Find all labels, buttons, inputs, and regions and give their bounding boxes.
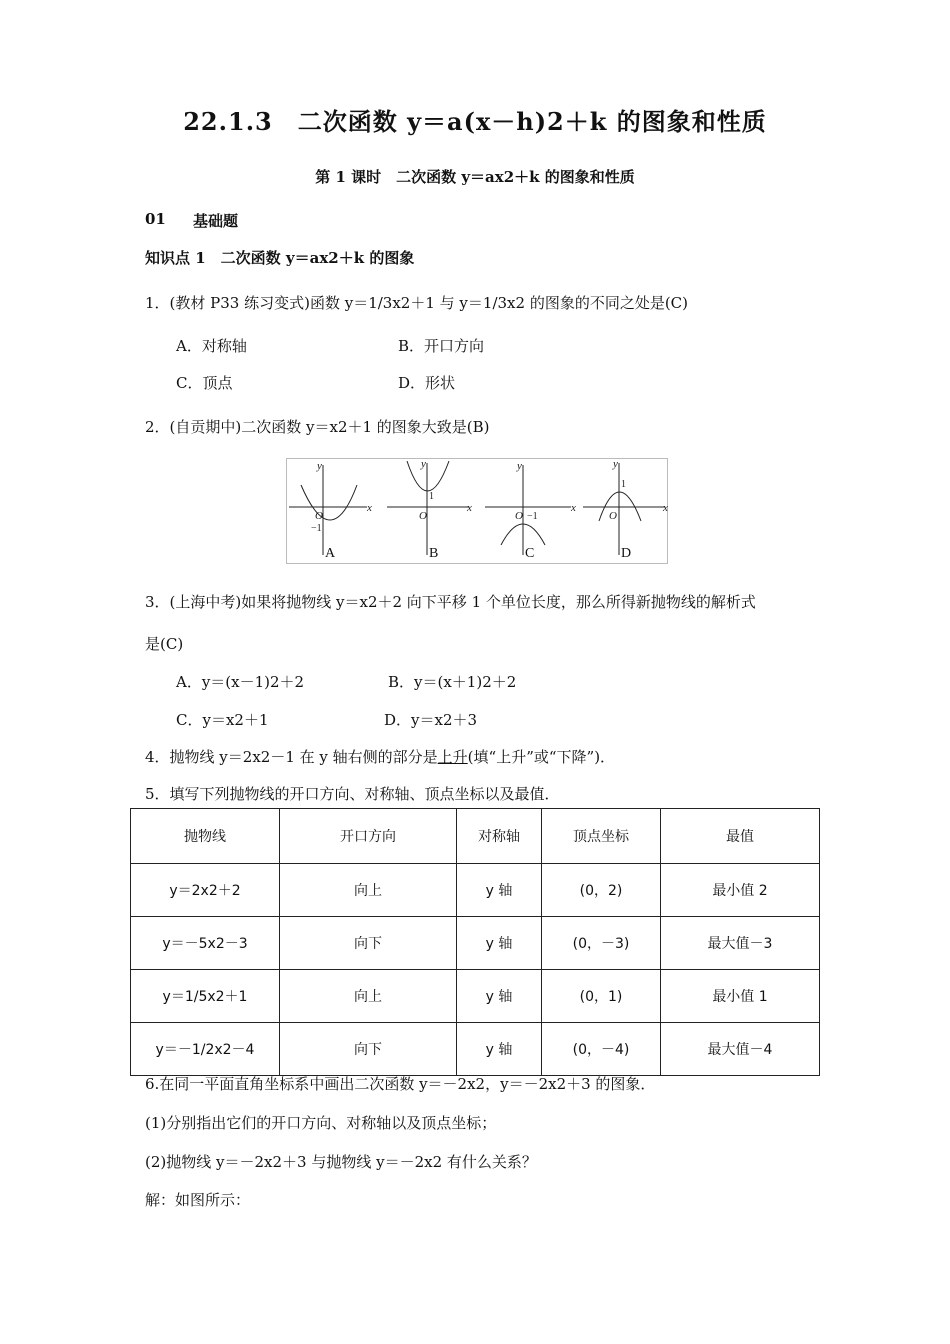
- cell-parabola: y＝1/5x2＋1: [131, 970, 280, 1023]
- cell-axis: y 轴: [457, 1023, 542, 1076]
- question-3-stem-line2: 是(C): [145, 635, 184, 653]
- cell-axis: y 轴: [457, 970, 542, 1023]
- col-parabola: 抛物线: [131, 809, 280, 864]
- q1-option-d: D．形状: [398, 374, 456, 392]
- svg-text:x: x: [571, 502, 576, 514]
- q3-option-c: C．y＝x2＋1: [176, 711, 269, 729]
- cell-extreme: 最大值－3: [661, 917, 820, 970]
- cell-vertex: (0，2): [542, 864, 661, 917]
- graph-d-label: D: [621, 546, 632, 561]
- col-extreme: 最值: [661, 809, 820, 864]
- q3-option-d: D．y＝x2＋3: [384, 711, 478, 729]
- section-name: 基础题: [193, 212, 239, 230]
- svg-text:O: O: [515, 510, 523, 522]
- question-6-stem: 6.在同一平面直角坐标系中画出二次函数 y＝－2x2，y＝－2x2＋3 的图象．: [145, 1075, 656, 1093]
- question-5-stem: 5．填写下列抛物线的开口方向、对称轴、顶点坐标以及最值．: [145, 785, 560, 803]
- cell-extreme: 最小值 1: [661, 970, 820, 1023]
- svg-text:1: 1: [621, 479, 626, 490]
- svg-text:y: y: [421, 458, 426, 470]
- table-header-row: [131, 809, 820, 864]
- parabola-properties-table: [130, 808, 820, 1076]
- svg-text:−1: −1: [527, 511, 538, 522]
- q4-text-before: 4．抛物线 y＝2x2－1 在 y 轴右侧的部分是: [145, 748, 438, 766]
- graph-b-parabola: [407, 461, 449, 491]
- cell-extreme: 最小值 2: [661, 864, 820, 917]
- q1-option-a: A．对称轴: [176, 337, 247, 355]
- knowledge-point-heading: 知识点 1 二次函数 y＝ax2＋k 的图象: [145, 249, 415, 267]
- question-6-part-1: (1)分别指出它们的开口方向、对称轴以及顶点坐标；: [145, 1114, 497, 1132]
- graph-b-label: B: [429, 546, 439, 561]
- svg-text:y: y: [317, 460, 322, 472]
- svg-text:y: y: [613, 458, 618, 470]
- cell-vertex: (0，－4): [542, 1023, 661, 1076]
- col-axis: 对称轴: [457, 809, 542, 864]
- table-row: [131, 917, 820, 970]
- svg-text:O: O: [609, 510, 617, 522]
- cell-opening: 向上: [280, 970, 457, 1023]
- q4-text-after: (填“上升”或“下降”)．: [467, 748, 616, 766]
- cell-opening: 向上: [280, 864, 457, 917]
- cell-opening: 向下: [280, 917, 457, 970]
- lesson-subtitle: 第 1 课时 二次函数 y＝ax2＋k 的图象和性质: [315, 168, 635, 186]
- svg-text:x: x: [663, 502, 668, 514]
- section-number: 01: [145, 210, 166, 228]
- cell-parabola: y＝2x2＋2: [131, 864, 280, 917]
- question-1-stem: 1．(教材 P33 练习变式)函数 y＝1/3x2＋1 与 y＝1/3x2 的图象的不同之处是(C): [145, 294, 688, 312]
- svg-text:−1: −1: [311, 523, 322, 534]
- question-4: [145, 746, 615, 767]
- q1-option-c: C．顶点: [176, 374, 233, 392]
- svg-text:x: x: [467, 502, 472, 514]
- question-3-stem-line1: 3．(上海中考)如果将抛物线 y＝x2＋2 向下平移 1 个单位长度，那么所得新抛物线的解析式: [145, 593, 756, 611]
- cell-vertex: (0，－3): [542, 917, 661, 970]
- cell-extreme: 最大值－4: [661, 1023, 820, 1076]
- cell-axis: y 轴: [457, 917, 542, 970]
- table-row: [131, 864, 820, 917]
- svg-text:O: O: [315, 510, 323, 522]
- question-6-part-2: (2)抛物线 y＝－2x2＋3 与抛物线 y＝－2x2 有什么关系？: [145, 1153, 537, 1171]
- question-2-stem: 2．(自贡期中)二次函数 y＝x2＋1 的图象大致是(B): [145, 418, 490, 436]
- table-row: [131, 970, 820, 1023]
- graph-a-parabola: [301, 485, 357, 520]
- graph-c-label: C: [525, 546, 535, 561]
- table-row: [131, 1023, 820, 1076]
- cell-vertex: (0，1): [542, 970, 661, 1023]
- svg-text:1: 1: [429, 491, 434, 502]
- q2-graph-choices-figure: [286, 458, 668, 564]
- q3-option-b: B．y＝(x＋1)2＋2: [388, 673, 517, 691]
- svg-text:x: x: [367, 502, 372, 514]
- q4-answer: 上升: [437, 748, 468, 766]
- q1-option-b: B．开口方向: [398, 337, 485, 355]
- parabola-graphs: [287, 459, 667, 563]
- svg-text:y: y: [517, 460, 522, 472]
- cell-parabola: y＝－1/2x2－4: [131, 1023, 280, 1076]
- cell-parabola: y＝－5x2－3: [131, 917, 280, 970]
- q3-option-a: A．y＝(x－1)2＋2: [176, 673, 305, 691]
- col-vertex: 顶点坐标: [542, 809, 661, 864]
- cell-opening: 向下: [280, 1023, 457, 1076]
- cell-axis: y 轴: [457, 864, 542, 917]
- graph-a-label: A: [325, 546, 336, 561]
- question-6-answer: 解：如图所示：: [145, 1191, 251, 1209]
- svg-text:O: O: [419, 510, 427, 522]
- col-opening: 开口方向: [280, 809, 457, 864]
- page-title: 22.1.3 二次函数 y＝a(x－h)2＋k 的图象和性质: [183, 107, 767, 136]
